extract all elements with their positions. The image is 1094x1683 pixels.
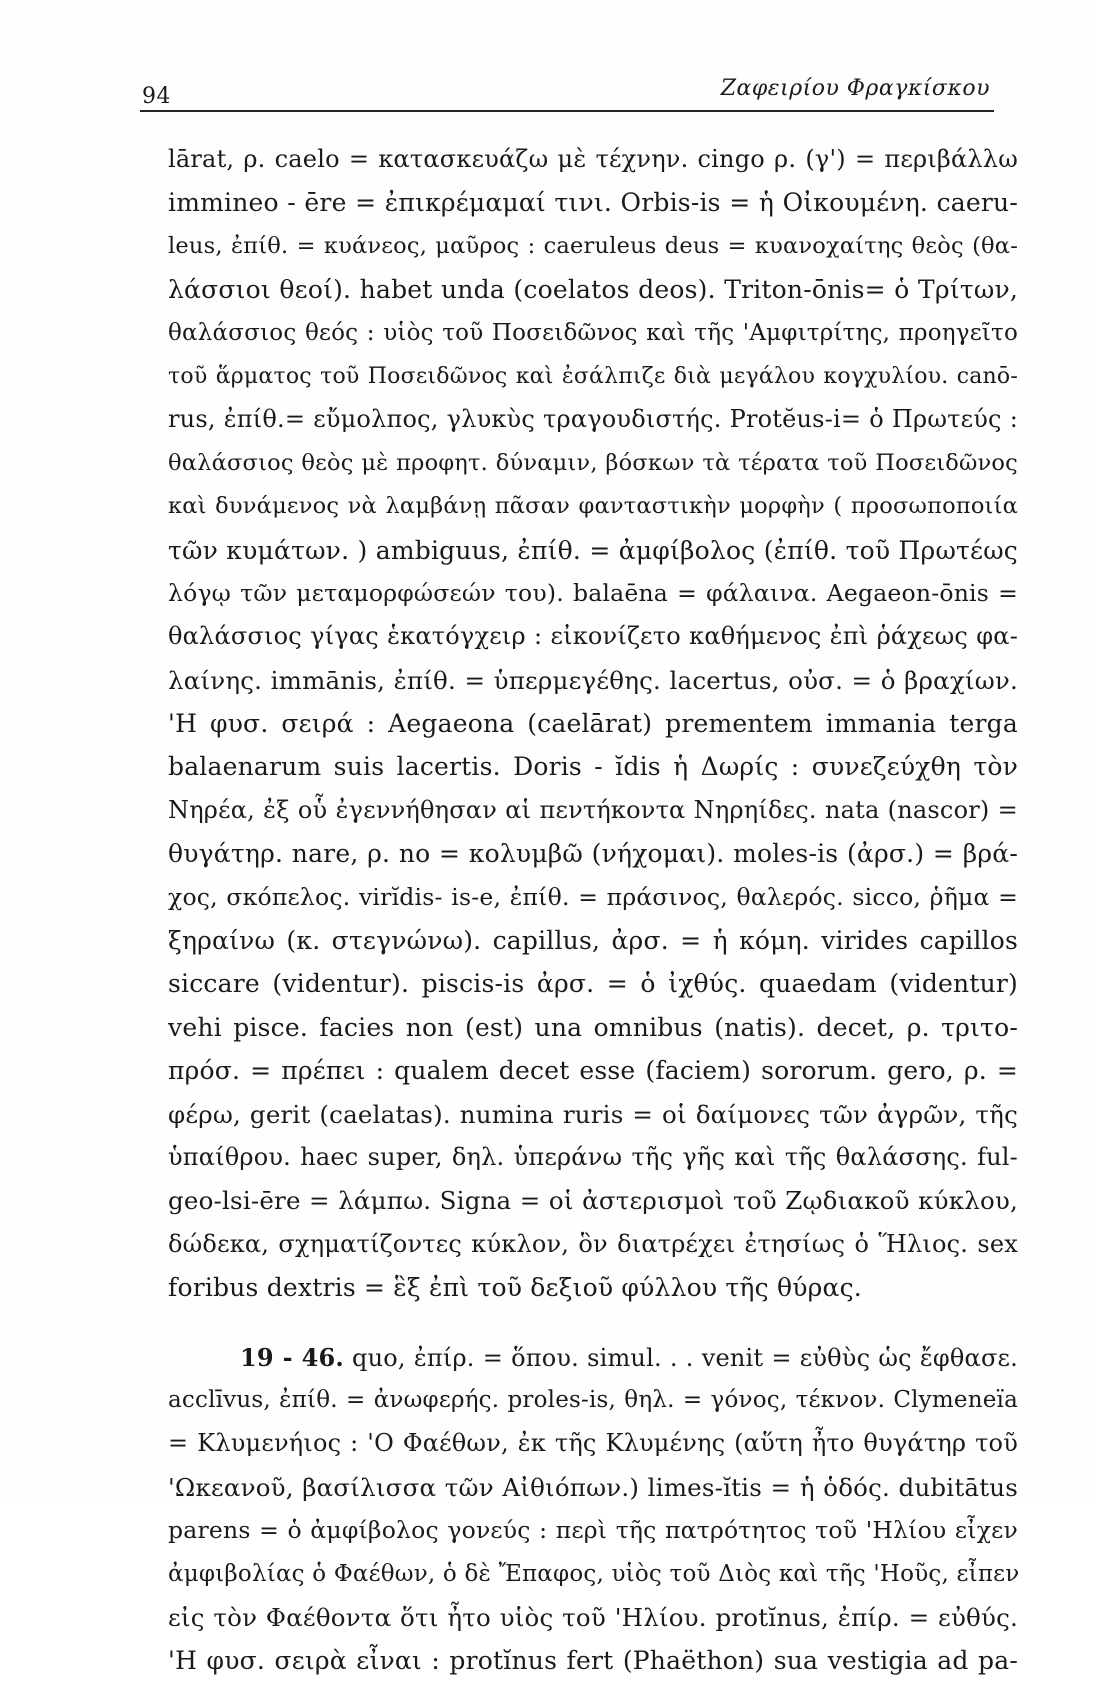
text-line: parens = ὁ ἀμφίβολος γονεύς : περὶ τῆς πατρότητος τοῦ 'Ηλίου εἶχεν — [168, 1516, 1018, 1545]
text-line: λαίνης. immānis, ἐπίθ. = ὑπερμεγέθης. lacertus, οὐσ. = ὁ βραχίων. — [168, 665, 1018, 695]
text-line: τοῦ ἅρματος τοῦ Ποσειδῶνος καὶ ἐσάλπιζε διὰ μεγάλου κογχυλίου. canō- — [168, 363, 1018, 389]
text-line: καὶ δυνάμενος νὰ λαμβάνῃ πᾶσαν φανταστικὴν μορφὴν ( προσωποποιία — [168, 493, 1018, 520]
text-line: εἰς τὸν Φαέθοντα ὅτι ἦτο υἱὸς τοῦ 'Ηλίου. protĭnus, ἐπίρ. = εὐθύς. — [168, 1602, 1018, 1632]
text-line: θυγάτηρ. nare, ρ. no = κολυμβῶ (νήχομαι). moles-is (ἀρσ.) = βρά- — [168, 839, 1018, 869]
text-line: lārat, ρ. caelo = κατασκευάζω μὲ τέχνην. cingo ρ. (γ') = περιβάλλω — [168, 145, 1018, 173]
text-line: ξηραίνω (κ. στεγνώνω). capillus, ἀρσ. = ἡ κόμη. virides capillos — [168, 926, 1018, 956]
page-number: 94 — [142, 84, 171, 109]
text-line: foribus dextris = ἓξ ἐπὶ τοῦ δεξιοῦ φύλλου τῆς θύρας. — [168, 1273, 862, 1303]
text-line: πρόσ. = πρέπει : qualem decet esse (faciem) sororum. gero, ρ. = — [168, 1056, 1018, 1086]
text-line: siccare (videntur). piscis-is ἀρσ. = ὁ ἰχθύς. quaedam (videntur) — [168, 969, 1018, 999]
text-line: vehi pisce. facies non (est) una omnibus (natis). decet, ρ. τριτο- — [168, 1012, 1018, 1042]
paragraph-2 — [168, 1336, 1018, 1683]
text-line: balaenarum suis lacertis. Doris - ĭdis ἡ Δωρίς : συνεζεύχθη τὸν — [168, 752, 1018, 782]
text-line: δώδεκα, σχηματίζοντες κύκλον, ὃν διατρέχει ἐτησίως ὁ Ἥλιος. sex — [168, 1229, 1018, 1258]
page-body — [168, 138, 1018, 1683]
section-number: 19 - 46. — [240, 1342, 344, 1372]
text-line: 'Η φυσ. σειρὰ εἶναι : protĭnus fert (Phaëthon) sua vestigia ad pa- — [168, 1646, 1018, 1676]
text-line: acclīvus, ἐπίθ. = ἀνωφερής. proles-is, θηλ. = γόνος, τέκνον. Clymeneïa — [168, 1386, 1018, 1413]
text-line: geo-lsi-ēre = λάμπω. Signa = οἱ ἀστερισμοὶ τοῦ Ζῳδιακοῦ κύκλου, — [168, 1186, 1018, 1216]
text-line: θαλάσσιος γίγας ἑκατόγχειρ : εἰκονίζετο καθήμενος ἐπὶ ῥάχεως φα- — [168, 622, 1018, 651]
text-line: 'Ωκεανοῦ, βασίλισσα τῶν Αἰθιόπων.) limes-ĭtis = ἡ ὁδός. dubitātus — [168, 1472, 1018, 1502]
text-line: rus, ἐπίθ.= εὔμολπος, γλυκὺς τραγουδιστής. Protĕus-i= ὁ Πρωτεύς : — [168, 405, 1018, 434]
paragraph-gap — [168, 1310, 1018, 1336]
text-line: λάσσιοι θεοί). habet unda (coelatos deos). Triton-ōnis= ὁ Τρίτων, — [168, 275, 1018, 305]
section-first-line — [168, 1336, 1018, 1379]
text-line: 'Η φυσ. σειρά : Aegaeona (caelārat) prementem immania terga — [168, 709, 1018, 739]
text-line: ὑπαίθρου. haec super, δηλ. ὑπεράνω τῆς γῆς καὶ τῆς θαλάσσης. ful- — [168, 1142, 1018, 1171]
text-line: τῶν κυμάτων. ) ambiguus, ἐπίθ. = ἀμφίβολος (ἐπίθ. τοῦ Πρωτέως — [168, 535, 1018, 565]
text-line: ἀμφιβολίας ὁ Φαέθων, ὁ δὲ Ἔπαφος, υἱὸς τοῦ Διὸς καὶ τῆς 'Ηοῦς, εἶπεν — [168, 1560, 1020, 1587]
text-line: φέρω, gerit (caelatas). numina ruris = οἱ δαίμονες τῶν ἀγρῶν, τῆς — [168, 1099, 1018, 1129]
text-line: λόγῳ τῶν μεταμορφώσεών του). balaēna = φάλαινα. Aegaeon-ōnis = — [168, 578, 1018, 607]
text-line: θαλάσσιος θεὸς μὲ προφητ. δύναμιν, βόσκων τὰ τέρατα τοῦ Ποσειδῶνος — [168, 449, 1018, 476]
text-line: = Κλυμενήιος : 'Ο Φαέθων, ἐκ τῆς Κλυμένης (αὕτη ἦτο θυγάτηρ τοῦ — [168, 1429, 1018, 1458]
section-first-line-text: quo, ἐπίρ. = ὅπου. simul. . . venit = εὐθὺς ὡς ἔφθασε. — [343, 1343, 1018, 1372]
paragraph-1 — [168, 138, 1018, 1310]
running-title: Ζαφειρίου Φραγκίσκου — [720, 76, 990, 101]
text-line: leus, ἐπίθ. = κυάνεος, μαῦρος : caeruleus deus = κυανοχαίτης θεὸς (θα- — [168, 232, 1018, 259]
text-line: θαλάσσιος θεός : υἱὸς τοῦ Ποσειδῶνος καὶ τῆς 'Αμφιτρίτης, προηγεῖτο — [168, 319, 1018, 346]
text-line: Νηρέα, ἐξ οὗ ἐγεννήθησαν αἱ πεντήκοντα Νηρηίδες. nata (nascor) = — [168, 795, 1018, 824]
text-line: immineo - ēre = ἐπικρέμαμαί τινι. Orbis-is = ἡ Οἰκουμένη. caeru- — [168, 188, 1018, 218]
page-header — [140, 70, 994, 112]
text-line: χος, σκόπελος. virĭdis- is-e, ἐπίθ. = πράσινος, θαλερός. sicco, ῥῆμα = — [168, 882, 1018, 911]
